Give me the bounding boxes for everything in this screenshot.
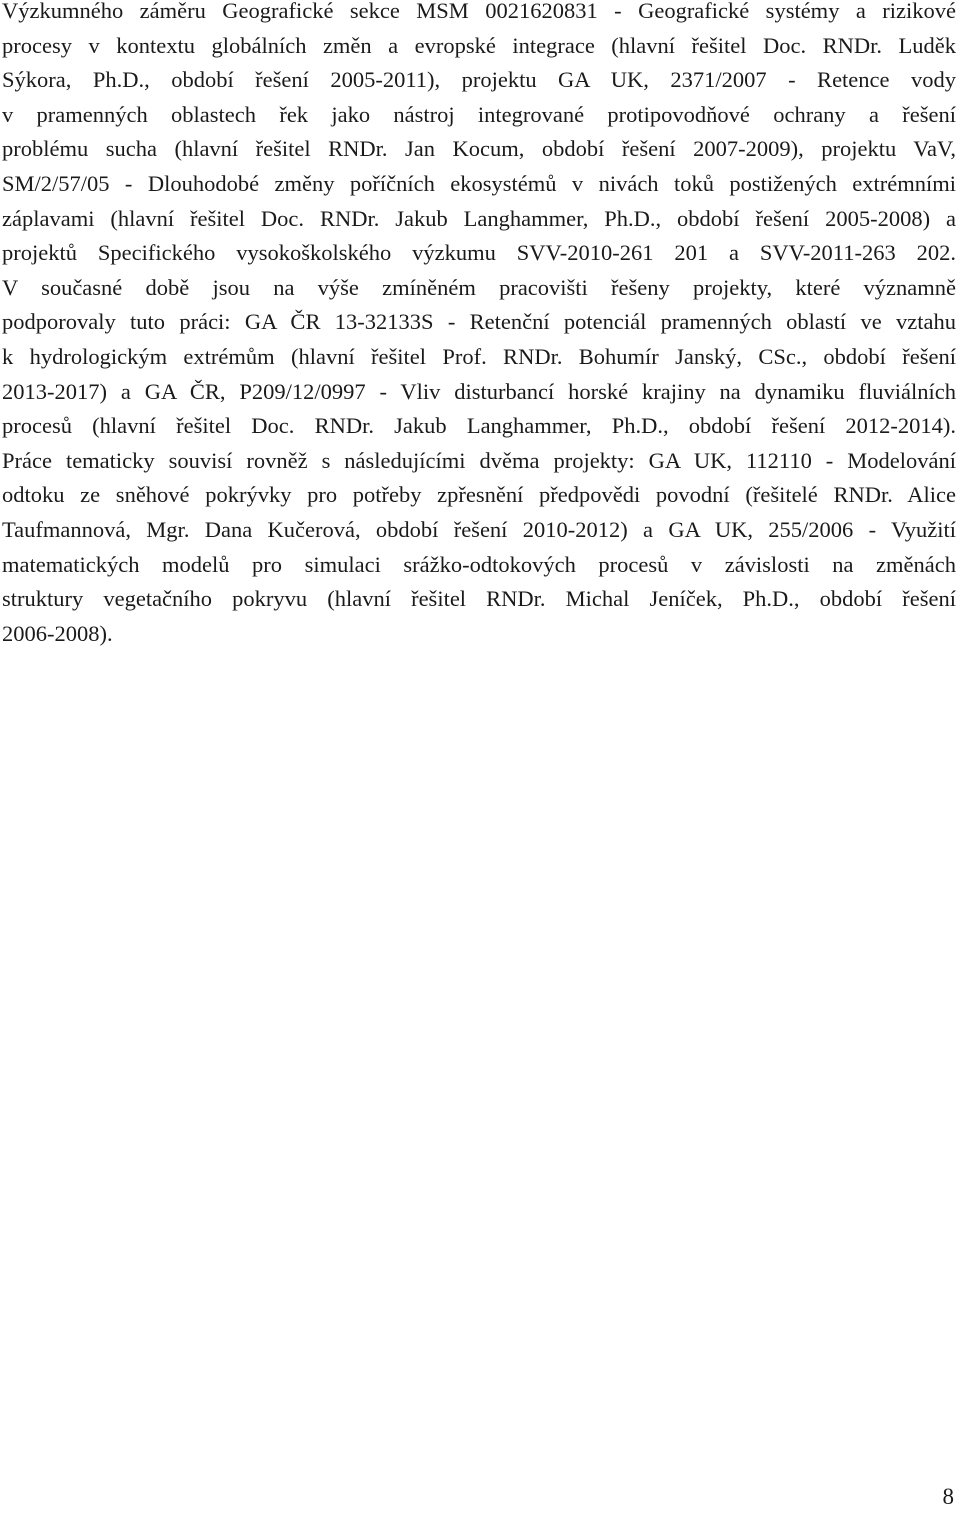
text-line: 2006-2008). bbox=[2, 620, 113, 646]
text-line: V současné době jsou na výše zmíněném pracovišti řešeny projekty, které významně bbox=[2, 274, 956, 300]
text-line: odtoku ze sněhové pokrývky pro potřeby zpřesnění předpovědi povodní (řešitelé RNDr. Alice bbox=[2, 482, 956, 508]
text-line: záplavami (hlavní řešitel Doc. RNDr. Jakub Langhammer, Ph.D., období řešení 2005-2008) a bbox=[2, 205, 956, 231]
text-line: projektů Specifického vysokoškolského výzkumu SVV-2010-261 201 a SVV-2011-263 202. bbox=[2, 240, 956, 266]
text-line: v pramenných oblastech řek jako nástroj integrované protipovodňové ochrany a řešení bbox=[2, 101, 956, 127]
text-line: problému sucha (hlavní řešitel RNDr. Jan Kocum, období řešení 2007-2009), projektu VaV, bbox=[2, 136, 956, 162]
text-line: k hydrologickým extrémům (hlavní řešitel Prof. RNDr. Bohumír Janský, CSc., období řešení bbox=[2, 343, 956, 369]
text-line: Práce tematicky souvisí rovněž s následujícími dvěma projekty: GA UK, 112110 - Modelování bbox=[2, 447, 956, 473]
text-line: procesů (hlavní řešitel Doc. RNDr. Jakub Langhammer, Ph.D., období řešení 2012-2014). bbox=[2, 413, 956, 439]
page-number: 8 bbox=[942, 1484, 954, 1509]
text-line: podporovaly tuto práci: GA ČR 13-32133S - Retenční potenciál pramenných oblastí ve vztahu bbox=[2, 309, 956, 335]
text-line: SM/2/57/05 - Dlouhodobé změny poříčních ekosystémů v nivách toků postižených extrémními bbox=[2, 170, 956, 196]
text-line: Výzkumného záměru Geografické sekce MSM 0021620831 - Geografické systémy a rizikové bbox=[2, 0, 956, 23]
text-line: Sýkora, Ph.D., období řešení 2005-2011), projektu GA UK, 2371/2007 - Retence vody bbox=[2, 67, 956, 93]
body-paragraph bbox=[2, 0, 956, 651]
text-line: 2013-2017) a GA ČR, P209/12/0997 - Vliv disturbancí horské krajiny na dynamiku fluviálních bbox=[2, 378, 956, 404]
text-line: matematických modelů pro simulaci srážko-odtokových procesů v závislosti na změnách bbox=[2, 551, 956, 577]
text-line: procesy v kontextu globálních změn a evropské integrace (hlavní řešitel Doc. RNDr. Luděk bbox=[2, 32, 956, 58]
text-line: Taufmannová, Mgr. Dana Kučerová, období řešení 2010-2012) a GA UK, 255/2006 - Využití bbox=[2, 516, 956, 542]
text-line: struktury vegetačního pokryvu (hlavní řešitel RNDr. Michal Jeníček, Ph.D., období řešení bbox=[2, 586, 956, 612]
